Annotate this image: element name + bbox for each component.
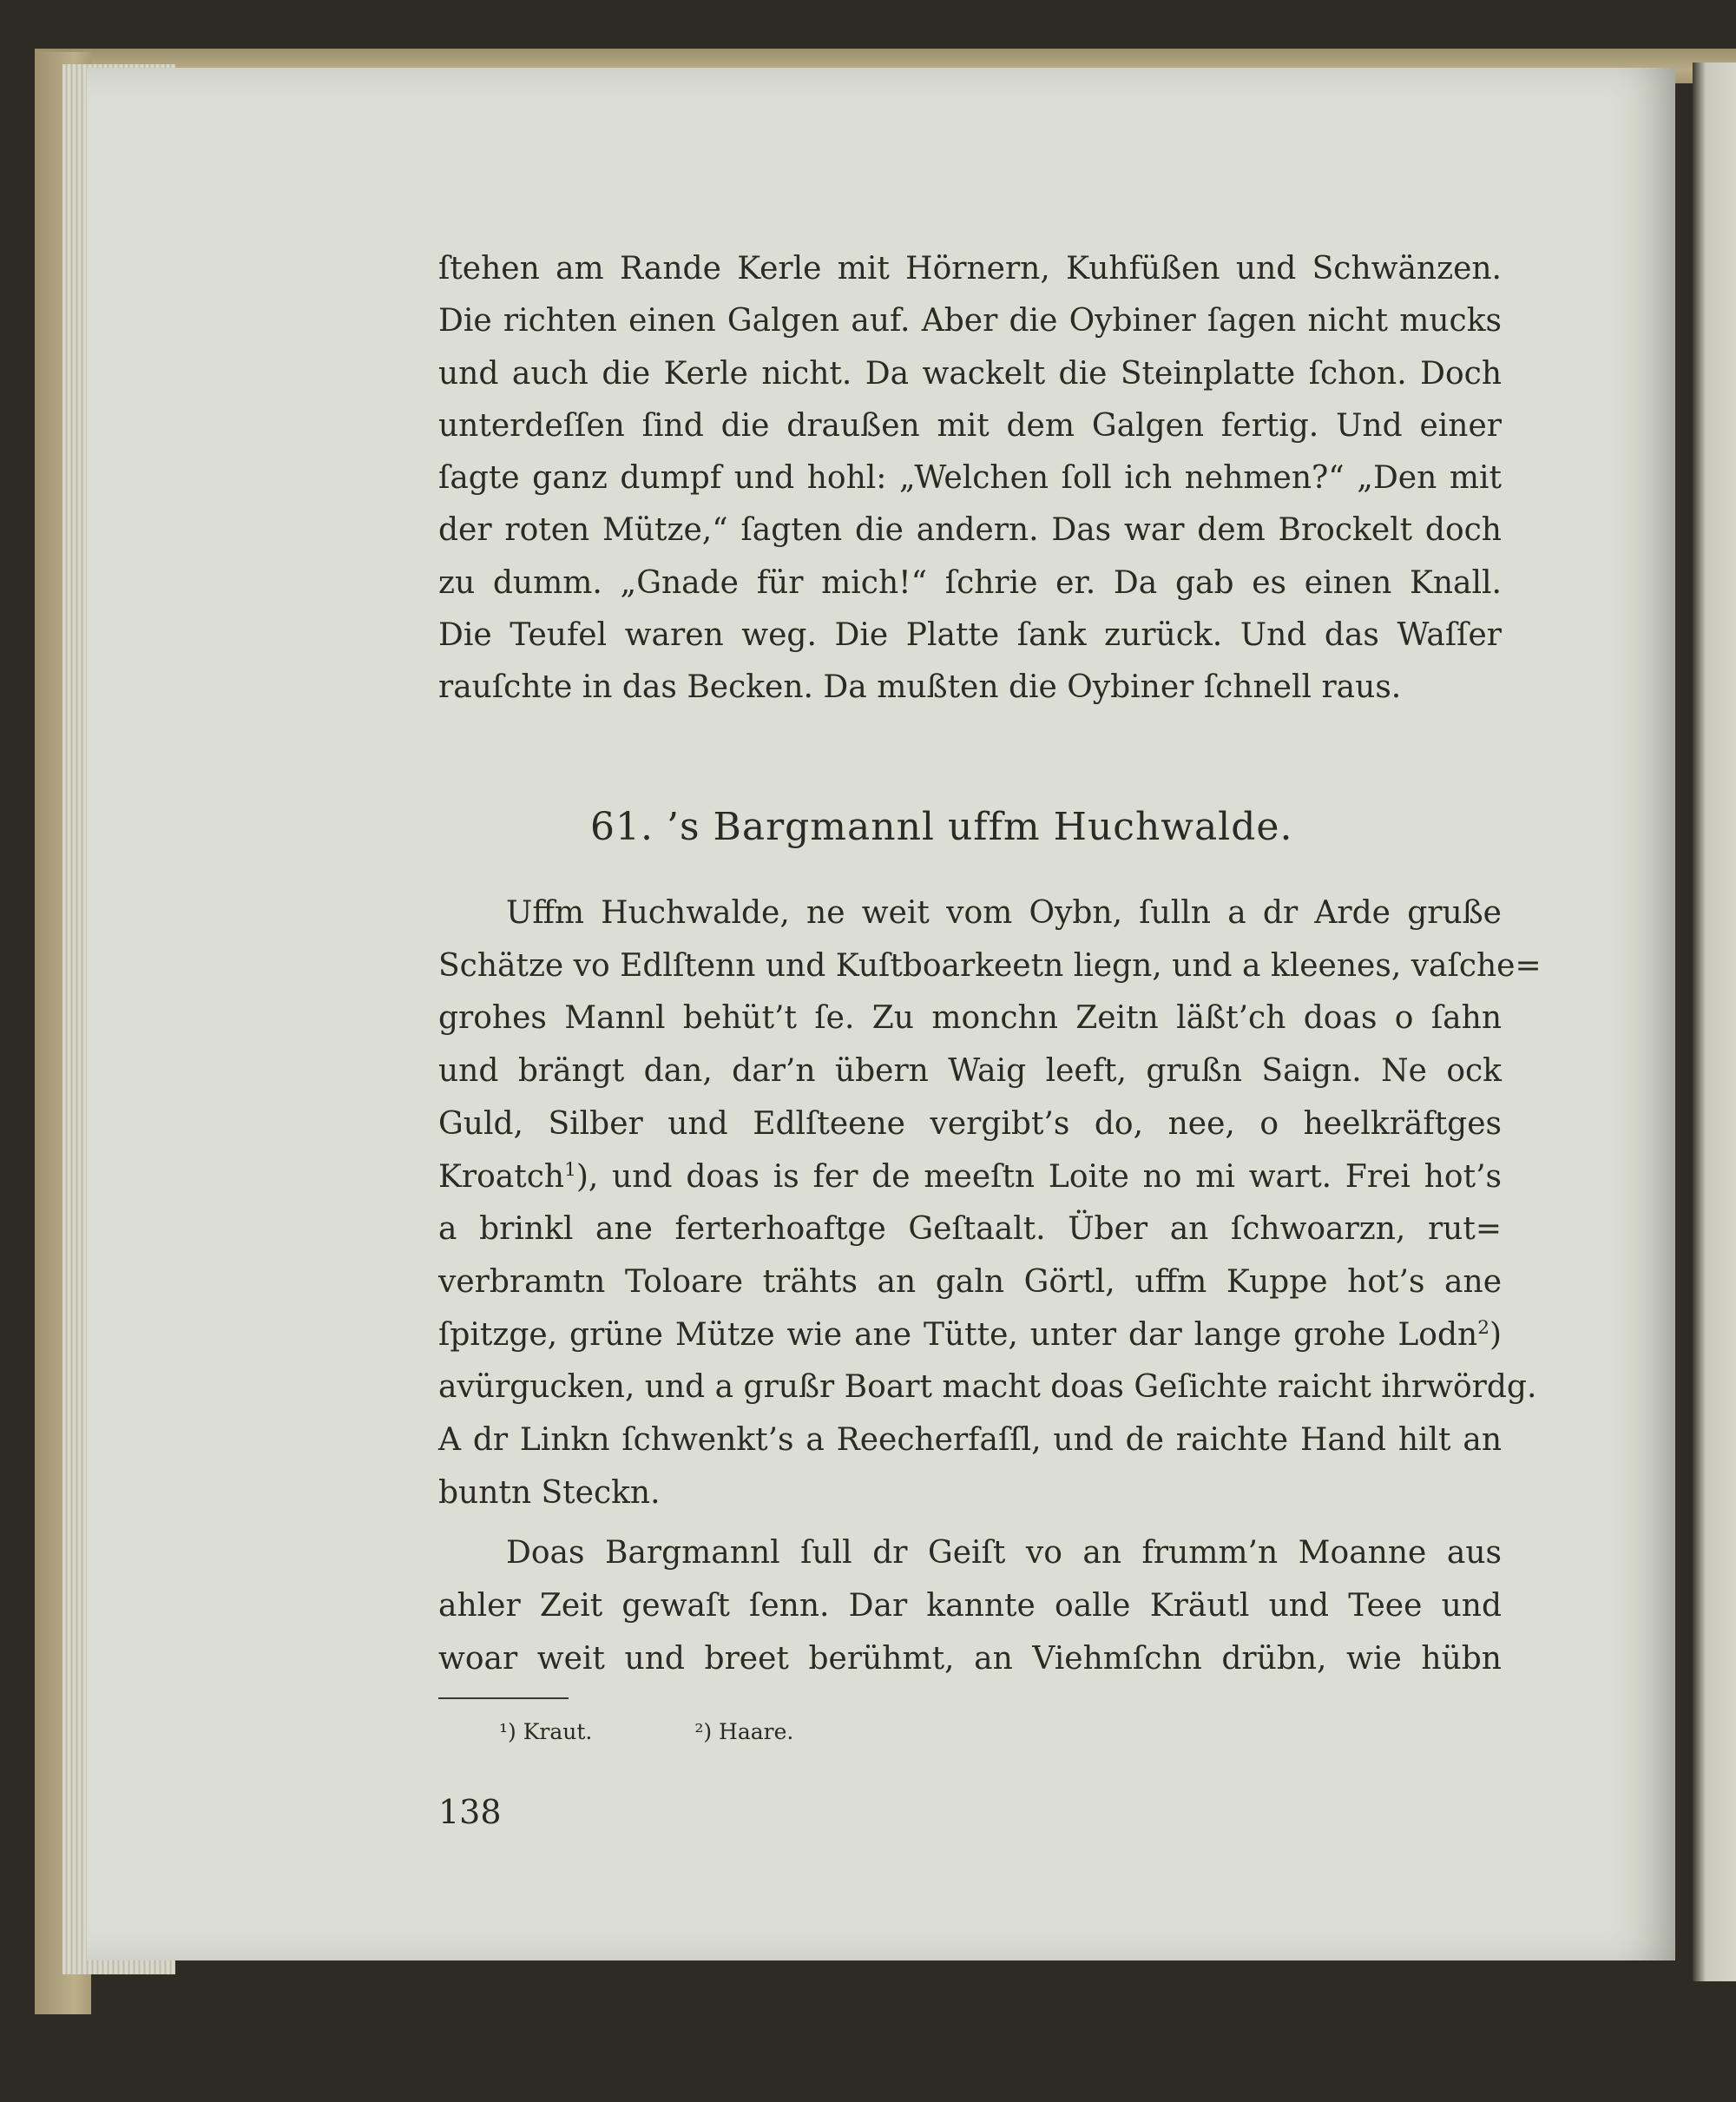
text-line: und auch die Kerle nicht. Da wackelt die Steinplatte ſchon. Doch: [438, 355, 1502, 392]
text-segment: Kroatch: [438, 1158, 565, 1195]
paragraph-bargmannl: [438, 887, 1542, 1519]
text-line: unterdeſſen ſind die draußen mit dem Galgen fertig. Und einer: [438, 407, 1502, 444]
text-segment: ), und doas is fer de meeſtn Loite no mi wart. Frei hot’s: [575, 1158, 1502, 1195]
text-line: a brinkl ane ferterhoaftge Geſtaalt. Über an ſchwoarzn, rut=: [438, 1211, 1502, 1248]
text-line: der roten Mütze,“ ſagten die andern. Das war dem Brockelt doch: [438, 512, 1502, 549]
footnote-divider: [438, 1697, 569, 1699]
paragraph-continued: [438, 243, 1502, 715]
footnote-2: ²) Haare.: [694, 1719, 794, 1744]
text-line: Guld, Silber und Edlſteene vergibt’s do, nee, o heelkräftges: [438, 1105, 1502, 1142]
text-line: ſtehen am Rande Kerle mit Hörnern, Kuhfüßen und Schwänzen.: [438, 251, 1502, 287]
text-line: Uffm Huchwalde, ne weit vom Oybn, ſulln a dr Arde gruße: [506, 895, 1502, 931]
footnote-1: ¹) Kraut.: [499, 1719, 593, 1744]
text-line: Die richten einen Galgen auf. Aber die Oybiner ſagen nicht mucks: [438, 303, 1502, 339]
text-line: ſagte ganz dumpf und hohl: „Welchen ſoll ich nehmen?“ „Den mit: [438, 460, 1502, 497]
facing-page-edge: [1693, 63, 1736, 1981]
text-line: woar weit und breet berühmt, an Viehmſchn drübn, wie hübn: [438, 1641, 1502, 1677]
text-line: rauſchte in das Becken. Da mußten die Oybiner ſchnell raus.: [438, 669, 1402, 706]
text-line: verbramtn Toloare trähts an galn Görtl, uffm Kuppe hot’s ane: [438, 1263, 1502, 1300]
text-line: Doas Bargmannl ſull dr Geiſt vo an frumm’n Moanne aus: [506, 1535, 1502, 1571]
section-heading: 61. ’s Bargmannl uffm Huchwalde.: [590, 805, 1293, 849]
text-line-with-footnote: [438, 1309, 1502, 1362]
footnotes: [499, 1719, 1020, 1744]
text-line: und brängt dan, dar’n übern Waig leeft, grußn Saign. Ne ock: [438, 1053, 1502, 1090]
text-line: buntn Steckn.: [438, 1474, 661, 1511]
text-line: zu dumm. „Gnade für mich!“ ſchrie er. Da gab es einen Knall.: [438, 564, 1502, 601]
text-segment: ſpitzge, grüne Mütze wie ane Tütte, unter dar lange grohe Lodn: [438, 1316, 1478, 1353]
text-line: grohes Mannl behüt’t ſe. Zu monchn Zeitn läßt’ch doas o ſahn: [438, 1000, 1502, 1037]
text-line: Schätze vo Edlſtenn und Kuſtboarkeetn liegn, und a kleenes, vaſche=: [438, 947, 1542, 984]
footnote-mark: 2: [1477, 1316, 1489, 1339]
footnote-mark: 1: [564, 1158, 576, 1181]
text-line: A dr Linkn ſchwenkt’s a Reecherfaſſl, und de raichte Hand hilt an: [438, 1422, 1502, 1459]
text-line: avürgucken, und a grußr Boart macht doas Geſichte raicht ihrwördg.: [438, 1369, 1537, 1406]
paragraph-geist: [438, 1526, 1502, 1685]
page-number: 138: [438, 1793, 502, 1831]
text-line-with-footnote: [438, 1151, 1502, 1204]
text-segment: ): [1489, 1316, 1502, 1353]
text-line: ahler Zeit gewaſt ſenn. Dar kannte oalle Kräutl und Teee und: [438, 1588, 1502, 1624]
text-line: Die Teufel waren weg. Die Platte ſank zurück. Und das Waſſer: [438, 617, 1502, 654]
